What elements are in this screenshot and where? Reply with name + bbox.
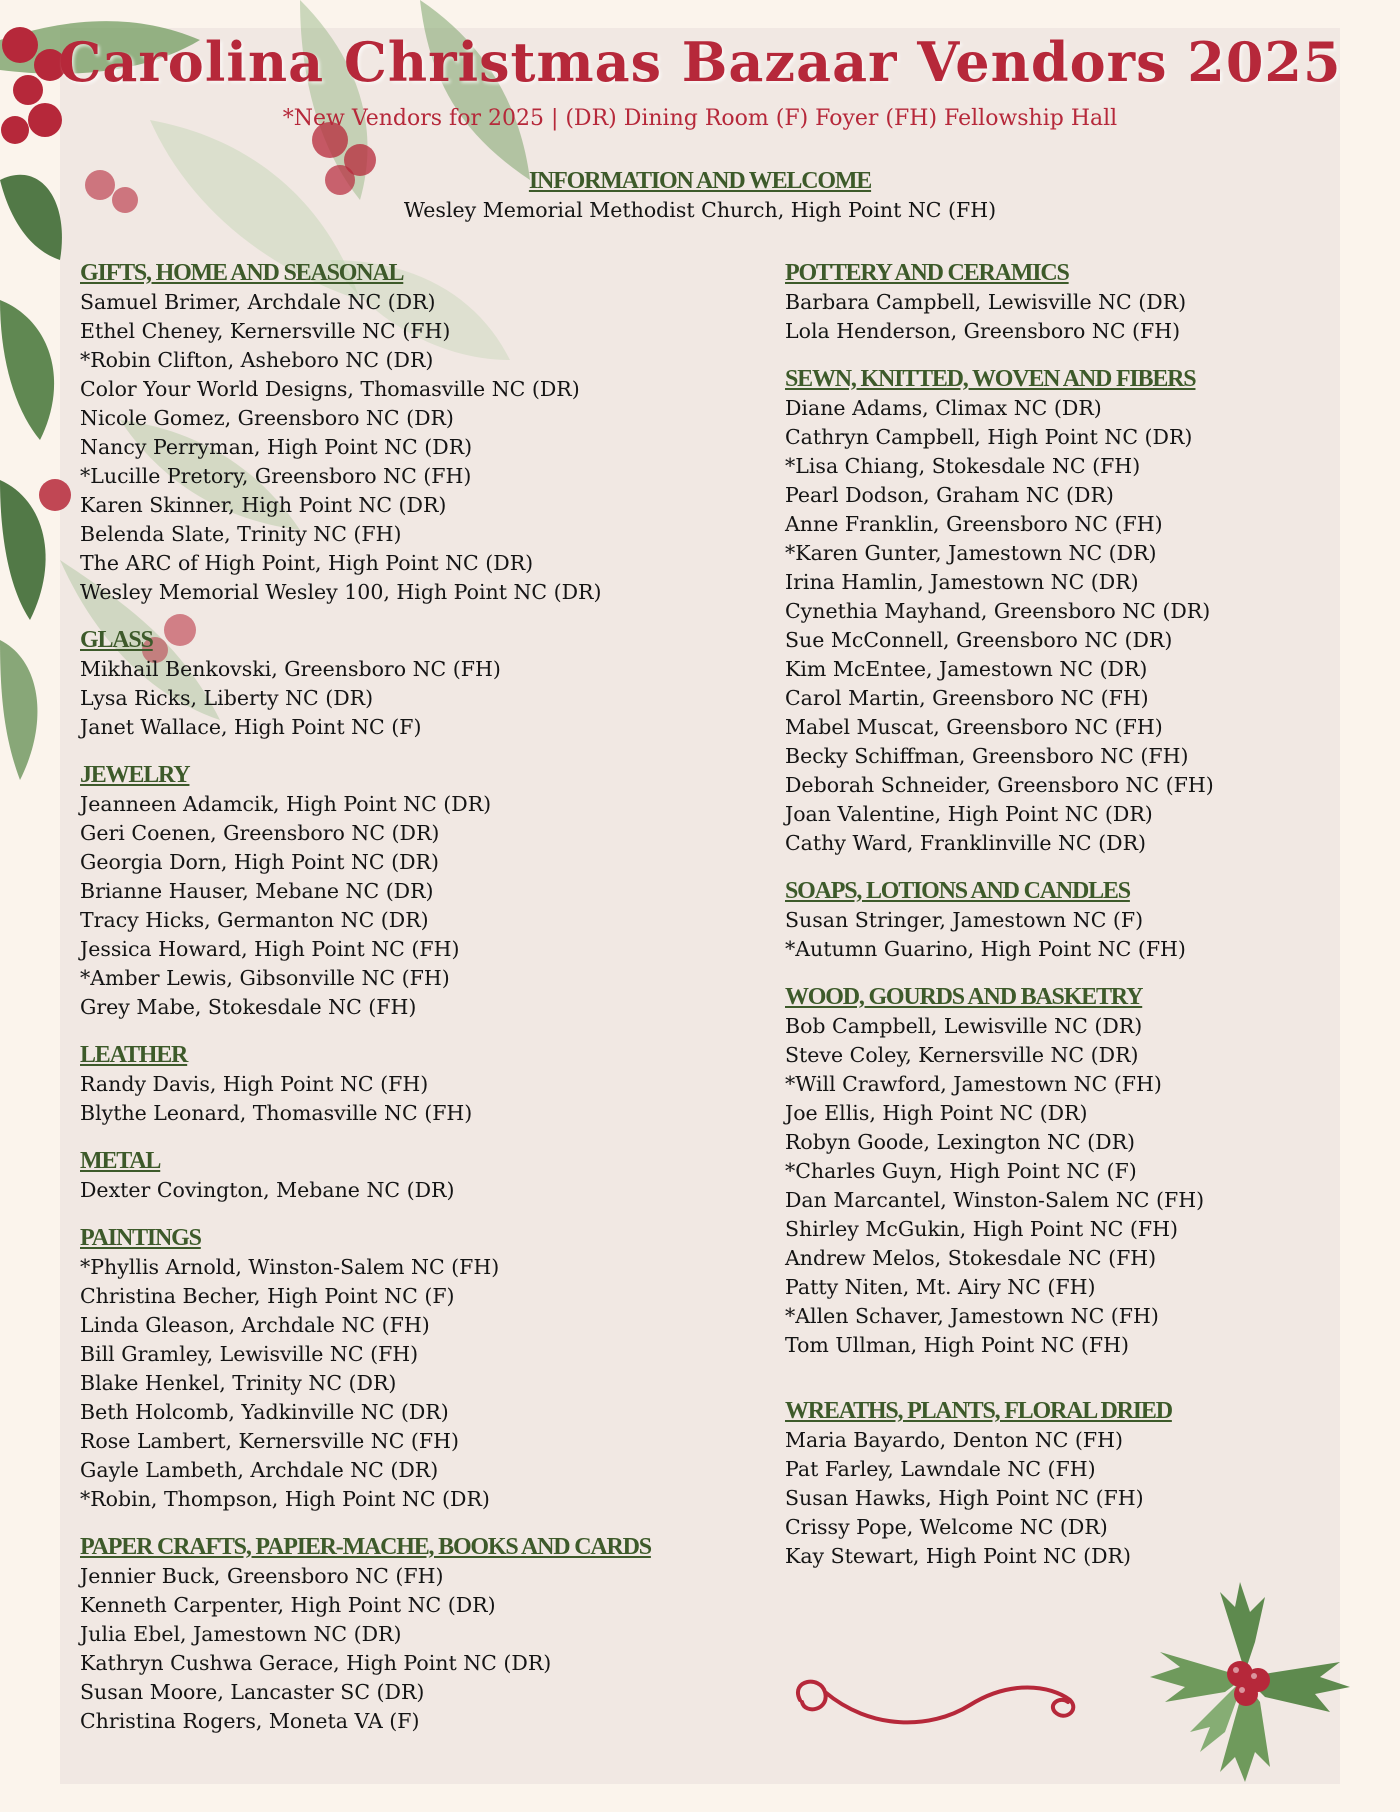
vendor-item: Randy Davis, High Point NC (FH) [80, 1072, 429, 1096]
vendor-item: Kenneth Carpenter, High Point NC (DR) [80, 1593, 496, 1617]
vendor-item: Kim McEntee, Jamestown NC (DR) [785, 657, 1148, 681]
vendor-item: *Robin, Thompson, High Point NC (DR) [80, 1487, 490, 1511]
vendor-item: *Phyllis Arnold, Winston-Salem NC (FH) [80, 1255, 500, 1279]
vendor-item: *Karen Gunter, Jamestown NC (DR) [785, 541, 1157, 565]
vendor-item: Anne Franklin, Greensboro NC (FH) [785, 512, 1163, 536]
vendor-item: Susan Stringer, Jamestown NC (F) [785, 908, 1144, 932]
vendor-item: Blythe Leonard, Thomasville NC (FH) [80, 1101, 473, 1125]
vendor-item: Kay Stewart, High Point NC (DR) [785, 1544, 1131, 1568]
vendor-item: Ethel Cheney, Kernersville NC (FH) [80, 319, 451, 343]
vendor-item: Grey Mabe, Stokesdale NC (FH) [80, 995, 417, 1019]
vendor-item: *Lisa Chiang, Stokesdale NC (FH) [785, 454, 1141, 478]
vendor-item: Gayle Lambeth, Archdale NC (DR) [80, 1458, 439, 1482]
section-heading: GIFTS, HOME AND SEASONAL [80, 260, 404, 286]
vendor-item: Shirley McGukin, High Point NC (FH) [785, 1217, 1178, 1241]
vendor-item: Janet Wallace, High Point NC (F) [80, 715, 422, 739]
vendor-item: *Allen Schaver, Jamestown NC (FH) [785, 1304, 1159, 1328]
vendor-item: Lysa Ricks, Liberty NC (DR) [80, 686, 374, 710]
vendor-item: Irina Hamlin, Jamestown NC (DR) [785, 570, 1139, 594]
section-heading: WREATHS, PLANTS, FLORAL DRIED [785, 1398, 1172, 1424]
section-heading: JEWELRY [80, 762, 190, 788]
vendor-item: Diane Adams, Climax NC (DR) [785, 396, 1102, 420]
holly-sprig-icon [1130, 1572, 1360, 1782]
vendor-item: Susan Moore, Lancaster SC (DR) [80, 1680, 425, 1704]
vendor-item: Rose Lambert, Kernersville NC (FH) [80, 1429, 460, 1453]
vendor-item: Robyn Goode, Lexington NC (DR) [785, 1130, 1136, 1154]
vendor-item: *Will Crawford, Jamestown NC (FH) [785, 1072, 1162, 1096]
welcome-text: Wesley Memorial Methodist Church, High Point NC (FH) [403, 198, 997, 222]
vendor-item: Nicole Gomez, Greensboro NC (DR) [80, 406, 454, 430]
page-subtitle: *New Vendors for 2025 | (DR) Dining Room (F) Foyer (FH) Fellowship Hall [282, 106, 1118, 131]
section-soaps [785, 876, 1345, 964]
section-heading: PAINTINGS [80, 1225, 201, 1251]
vendor-item: Bill Gramley, Lewisville NC (FH) [80, 1342, 419, 1366]
vendor-item: Christina Rogers, Moneta VA (F) [80, 1709, 420, 1733]
vendor-item: Nancy Perryman, High Point NC (DR) [80, 435, 473, 459]
vendor-item: Joe Ellis, High Point NC (DR) [785, 1101, 1088, 1125]
vendor-item: Color Your World Designs, Thomasville NC (DR) [80, 377, 580, 401]
vendor-item: Mabel Muscat, Greensboro NC (FH) [785, 715, 1163, 739]
vendor-item: Deborah Schneider, Greensboro NC (FH) [785, 773, 1214, 797]
red-swirl-flourish-icon [780, 1660, 1100, 1740]
vendor-item: Julia Ebel, Jamestown NC (DR) [80, 1622, 402, 1646]
vendor-item: Andrew Melos, Stokesdale NC (FH) [785, 1246, 1157, 1270]
section-heading: METAL [80, 1148, 161, 1174]
vendor-item: Tracy Hicks, Germanton NC (DR) [80, 908, 429, 932]
vendor-item: Patty Niten, Mt. Airy NC (FH) [785, 1275, 1096, 1299]
section-heading: POTTERY AND CERAMICS [785, 260, 1069, 286]
vendor-item: Georgia Dorn, High Point NC (DR) [80, 850, 439, 874]
right-column [785, 258, 1345, 1589]
vendor-item: Becky Schiffman, Greensboro NC (FH) [785, 744, 1189, 768]
vendor-item: *Lucille Pretory, Greensboro NC (FH) [80, 464, 472, 488]
vendor-item: Crissy Pope, Welcome NC (DR) [785, 1515, 1108, 1539]
section-paper-crafts [80, 1532, 720, 1736]
vendor-item: Cynethia Mayhand, Greensboro NC (DR) [785, 599, 1211, 623]
vendor-item: Brianne Hauser, Mebane NC (DR) [80, 879, 434, 903]
vendor-item: Joan Valentine, High Point NC (DR) [785, 802, 1153, 826]
vendor-item: Wesley Memorial Wesley 100, High Point NC (DR) [80, 580, 602, 604]
vendor-item: Tom Ullman, High Point NC (FH) [785, 1333, 1129, 1357]
section-wreaths [785, 1396, 1345, 1571]
section-gifts [80, 258, 720, 607]
vendor-item: Kathryn Cushwa Gerace, High Point NC (DR) [80, 1651, 552, 1675]
welcome-section [0, 166, 1400, 225]
vendor-item: *Amber Lewis, Gibsonville NC (FH) [80, 966, 450, 990]
vendor-item: Belenda Slate, Trinity NC (FH) [80, 522, 402, 546]
vendor-item: Barbara Campbell, Lewisville NC (DR) [785, 290, 1187, 314]
vendor-item: Christina Becher, High Point NC (F) [80, 1284, 455, 1308]
section-jewelry [80, 760, 720, 1022]
vendor-item: Sue McConnell, Greensboro NC (DR) [785, 628, 1173, 652]
vendor-item: Blake Henkel, Trinity NC (DR) [80, 1371, 397, 1395]
vendor-item: Geri Coenen, Greensboro NC (DR) [80, 821, 440, 845]
section-heading: GLASS [80, 627, 153, 653]
vendor-item: Dan Marcantel, Winston-Salem NC (FH) [785, 1188, 1205, 1212]
vendor-item: Beth Holcomb, Yadkinville NC (DR) [80, 1400, 449, 1424]
left-column [80, 258, 720, 1754]
vendor-item: Jeanneen Adamcik, High Point NC (DR) [80, 792, 492, 816]
vendor-item: Karen Skinner, High Point NC (DR) [80, 493, 447, 517]
section-heading: PAPER CRAFTS, PAPIER-MACHE, BOOKS AND CARDS [80, 1534, 651, 1560]
section-heading: LEATHER [80, 1042, 188, 1068]
section-sewn [785, 364, 1345, 858]
vendor-item: Samuel Brimer, Archdale NC (DR) [80, 290, 436, 314]
section-metal [80, 1146, 720, 1205]
vendor-item: Cathryn Campbell, High Point NC (DR) [785, 425, 1193, 449]
vendor-item: Cathy Ward, Franklinville NC (DR) [785, 831, 1147, 855]
vendor-item: Pearl Dodson, Graham NC (DR) [785, 483, 1114, 507]
vendor-item: Pat Farley, Lawndale NC (FH) [785, 1457, 1096, 1481]
vendor-item: Linda Gleason, Archdale NC (FH) [80, 1313, 430, 1337]
vendor-item: Bob Campbell, Lewisville NC (DR) [785, 1014, 1143, 1038]
vendor-item: Jessica Howard, High Point NC (FH) [80, 937, 460, 961]
section-paintings [80, 1223, 720, 1514]
vendor-item: Dexter Covington, Mebane NC (DR) [80, 1178, 455, 1202]
vendor-item: *Robin Clifton, Asheboro NC (DR) [80, 348, 434, 372]
section-heading: SOAPS, LOTIONS AND CANDLES [785, 878, 1130, 904]
section-heading: SEWN, KNITTED, WOVEN AND FIBERS [785, 366, 1196, 392]
vendor-item: *Autumn Guarino, High Point NC (FH) [785, 937, 1186, 961]
section-wood [785, 982, 1345, 1360]
vendor-item: Carol Martin, Greensboro NC (FH) [785, 686, 1149, 710]
vendor-item: *Charles Guyn, High Point NC (F) [785, 1159, 1137, 1183]
page-title: Carolina Christmas Bazaar Vendors 2025 [58, 30, 1342, 94]
section-pottery [785, 258, 1345, 346]
section-heading: WOOD, GOURDS AND BASKETRY [785, 984, 1143, 1010]
section-leather [80, 1040, 720, 1128]
vendor-item: Mikhail Benkovski, Greensboro NC (FH) [80, 657, 501, 681]
vendor-item: Lola Henderson, Greensboro NC (FH) [785, 319, 1181, 343]
vendor-item: The ARC of High Point, High Point NC (DR) [80, 551, 534, 575]
section-glass [80, 625, 720, 742]
vendor-item: Maria Bayardo, Denton NC (FH) [785, 1428, 1123, 1452]
vendor-item: Jennier Buck, Greensboro NC (FH) [80, 1564, 444, 1588]
vendor-item: Susan Hawks, High Point NC (FH) [785, 1486, 1144, 1510]
vendor-item: Steve Coley, Kernersville NC (DR) [785, 1043, 1139, 1067]
welcome-heading: INFORMATION AND WELCOME [528, 168, 872, 194]
